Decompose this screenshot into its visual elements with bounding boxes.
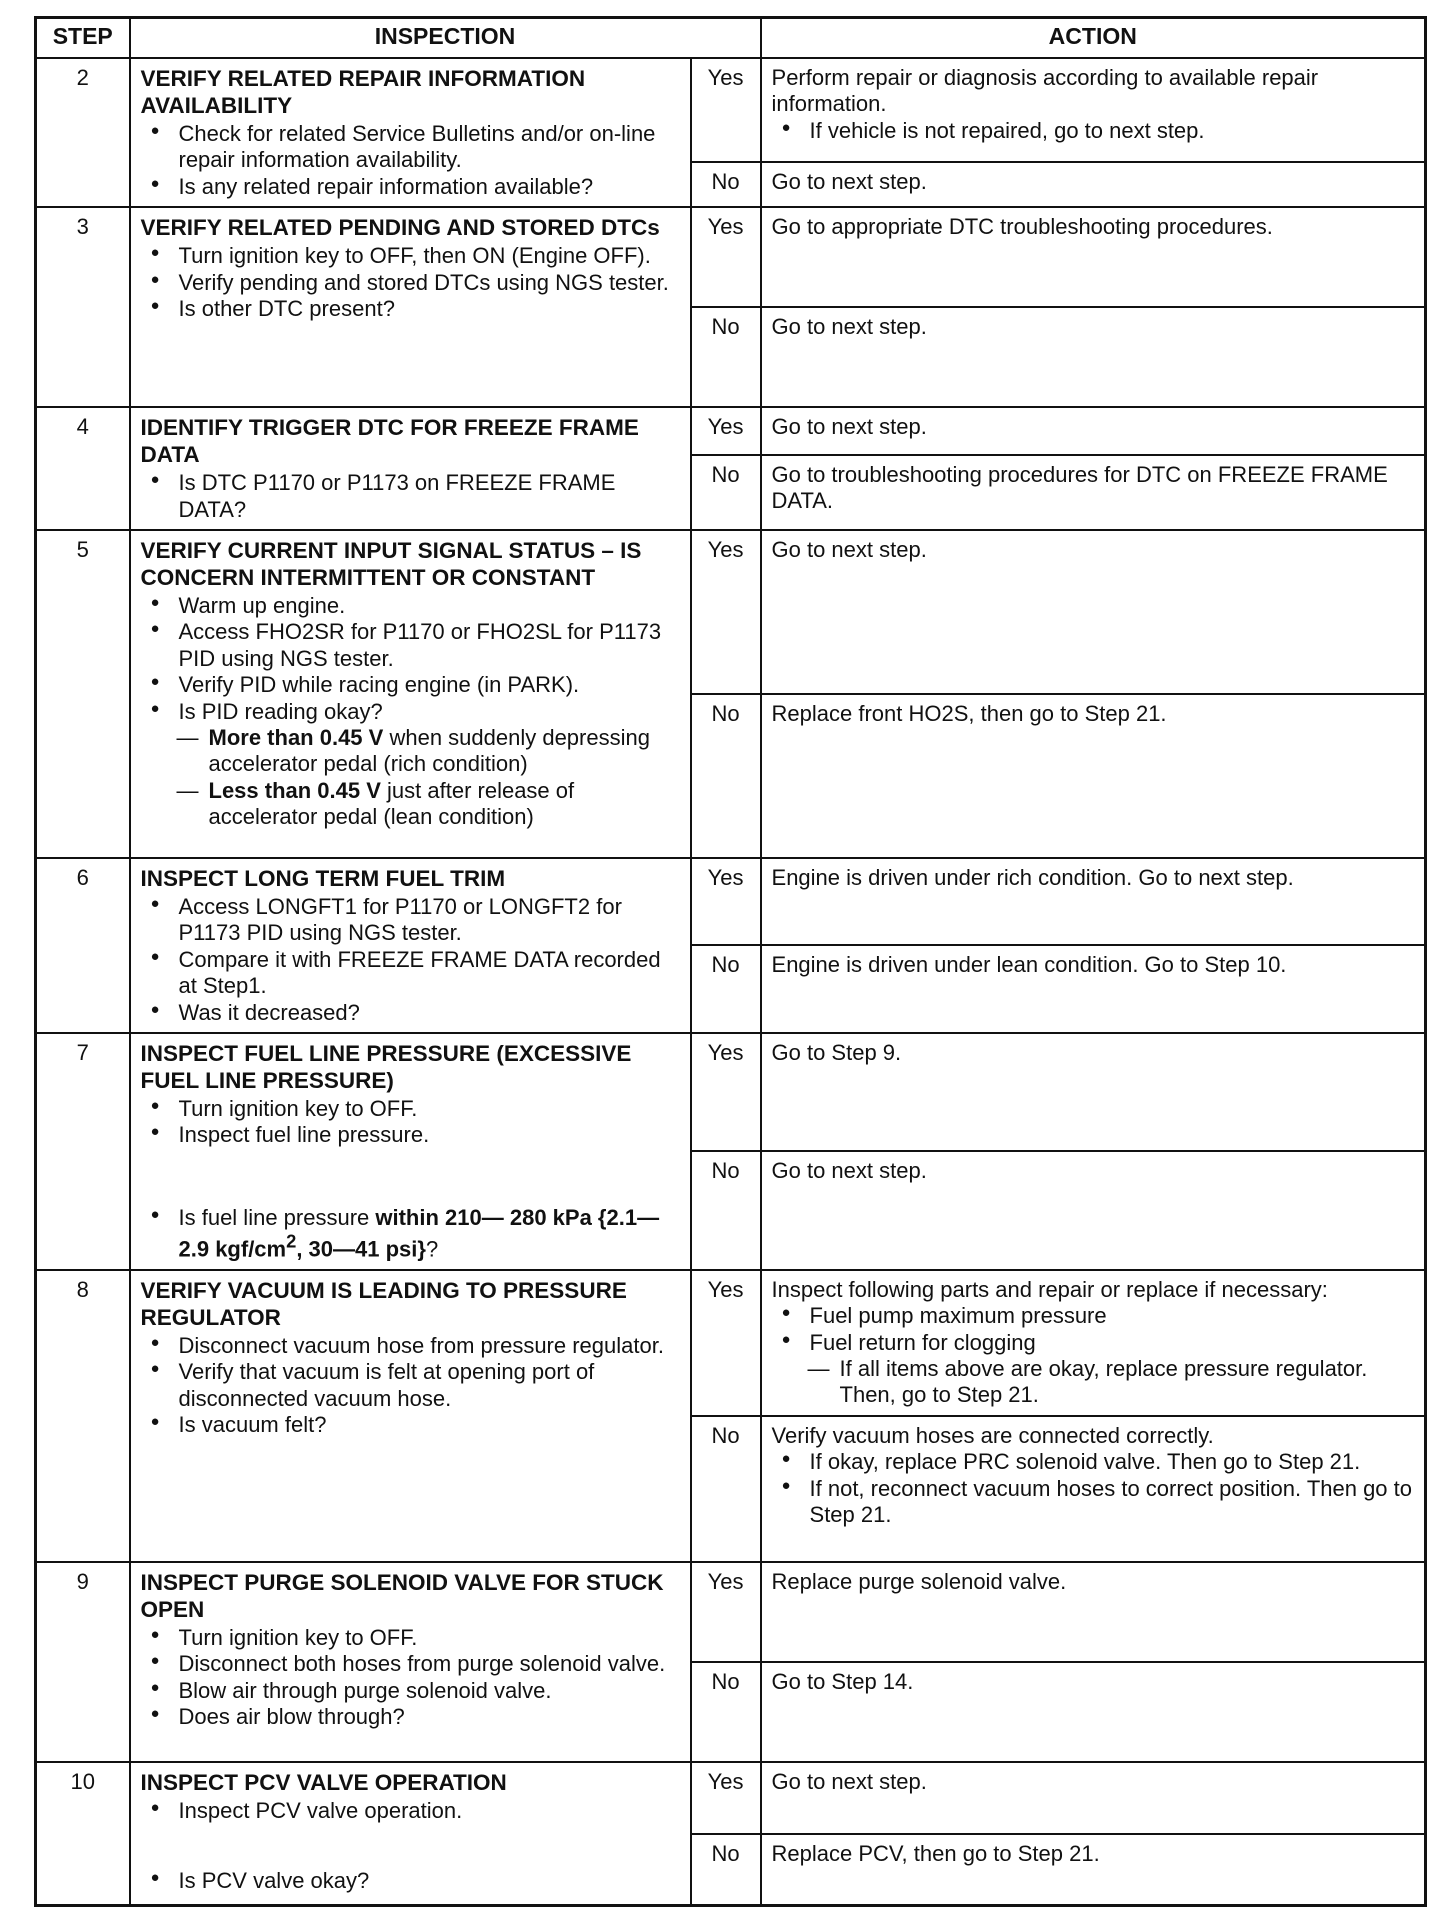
- header-action: ACTION: [761, 18, 1426, 59]
- action-bullet: ● If not, reconnect vacuum hoses to correct position. Then go to Step 21.: [772, 1476, 1415, 1529]
- inspection-cell: [130, 58, 691, 207]
- action-no: [761, 1416, 1426, 1562]
- inspection-item: ● Is PCV valve okay?: [141, 1868, 680, 1894]
- inspection-cell: [130, 530, 691, 858]
- inspection-item: ● Does air blow through?: [141, 1704, 680, 1730]
- answer-yes: Yes: [691, 1270, 761, 1416]
- action-no: Go to next step.: [761, 162, 1426, 207]
- inspection-subitem: — More than 0.45 V when suddenly depressing accelerator pedal (rich condition): [141, 725, 680, 778]
- inspection-item: ● Access LONGFT1 for P1170 or LONGFT2 for P1173 PID using NGS tester.: [141, 894, 680, 947]
- inspection-item: ● Inspect PCV valve operation.: [141, 1798, 680, 1824]
- action-yes: Engine is driven under rich condition. Go to next step.: [761, 858, 1426, 945]
- inspection-item: ● Inspect fuel line pressure.: [141, 1122, 680, 1148]
- inspection-item: ● Compare it with FREEZE FRAME DATA recorded at Step1.: [141, 947, 680, 1000]
- inspection-item: ● Check for related Service Bulletins and/or on-line repair information availability.: [141, 121, 680, 174]
- inspection-item: ● Is other DTC present?: [141, 296, 680, 322]
- inspection-item: ● Verify that vacuum is felt at opening port of disconnected vacuum hose.: [141, 1359, 680, 1412]
- answer-yes: Yes: [691, 407, 761, 455]
- action-yes: Go to Step 9.: [761, 1033, 1426, 1151]
- inspection-title: INSPECT PURGE SOLENOID VALVE FOR STUCK OPEN: [140, 1569, 664, 1622]
- answer-yes: Yes: [691, 858, 761, 945]
- answer-no: No: [691, 307, 761, 407]
- answer-no: No: [691, 1834, 761, 1906]
- action-no: Go to next step.: [761, 307, 1426, 407]
- action-no: Replace PCV, then go to Step 21.: [761, 1834, 1426, 1906]
- inspection-item: ● Disconnect vacuum hose from pressure regulator.: [141, 1333, 680, 1359]
- inspection-cell: [130, 1270, 691, 1562]
- action-bullet: ● If okay, replace PRC solenoid valve. Then go to Step 21.: [772, 1449, 1415, 1475]
- inspection-title: VERIFY RELATED PENDING AND STORED DTCs: [140, 215, 660, 241]
- table-row: [36, 1762, 1426, 1834]
- step-number: 4: [36, 407, 130, 530]
- table-row: [36, 58, 1426, 162]
- inspection-item: ● Disconnect both hoses from purge solenoid valve.: [141, 1651, 680, 1677]
- inspection-item: ● Access FHO2SR for P1170 or FHO2SL for P1173 PID using NGS tester.: [141, 619, 680, 672]
- answer-no: No: [691, 1151, 761, 1269]
- inspection-cell: [130, 1562, 691, 1762]
- step-number: 6: [36, 858, 130, 1033]
- inspection-item: ● Turn ignition key to OFF.: [141, 1625, 680, 1651]
- step-number: 10: [36, 1762, 130, 1906]
- inspection-item: ● Is DTC P1170 or P1173 on FREEZE FRAME DATA?: [141, 470, 680, 523]
- header-inspection: INSPECTION: [130, 18, 761, 59]
- action-text: Verify vacuum hoses are connected correctly.: [771, 1422, 1214, 1448]
- action-text: Inspect following parts and repair or replace if necessary:: [771, 1276, 1328, 1302]
- step-number: 5: [36, 530, 130, 858]
- action-text: Perform repair or diagnosis according to available repair information.: [771, 65, 1319, 117]
- step-number: 7: [36, 1033, 130, 1270]
- action-bullet: ● Fuel return for clogging: [772, 1330, 1415, 1356]
- answer-yes: Yes: [691, 1033, 761, 1151]
- action-yes: Go to appropriate DTC troubleshooting procedures.: [761, 207, 1426, 307]
- action-subitem: — If all items above are okay, replace pressure regulator. Then, go to Step 21.: [772, 1356, 1415, 1409]
- inspection-item: ● Turn ignition key to OFF.: [141, 1096, 680, 1122]
- action-yes: Go to next step.: [761, 1762, 1426, 1834]
- inspection-item: ● Is fuel line pressure within 210— 280 kPa {2.1—2.9 kgf/$cm^2$, 30—41 psi}?: [141, 1205, 680, 1263]
- action-no: Replace front HO2S, then go to Step 21.: [761, 694, 1426, 858]
- step-number: 3: [36, 207, 130, 407]
- answer-no: No: [691, 945, 761, 1032]
- step-number: 8: [36, 1270, 130, 1562]
- answer-no: No: [691, 1416, 761, 1562]
- answer-yes: Yes: [691, 207, 761, 307]
- table-row: [36, 858, 1426, 945]
- answer-yes: Yes: [691, 1762, 761, 1834]
- inspection-cell: [130, 1762, 691, 1906]
- inspection-title: IDENTIFY TRIGGER DTC FOR FREEZE FRAME DATA: [140, 415, 639, 468]
- inspection-title: VERIFY VACUUM IS LEADING TO PRESSURE REGULATOR: [140, 1277, 627, 1330]
- table-row: [36, 1562, 1426, 1662]
- inspection-item: ● Verify PID while racing engine (in PARK).: [141, 672, 680, 698]
- inspection-cell: [130, 407, 691, 530]
- table-row: [36, 1270, 1426, 1416]
- inspection-title: INSPECT FUEL LINE PRESSURE (EXCESSIVE FUEL LINE PRESSURE): [140, 1040, 632, 1093]
- table-row: [36, 530, 1426, 694]
- answer-yes: Yes: [691, 1562, 761, 1662]
- step-number: 9: [36, 1562, 130, 1762]
- answer-no: No: [691, 1662, 761, 1762]
- action-no: Go to Step 14.: [761, 1662, 1426, 1762]
- answer-yes: Yes: [691, 530, 761, 694]
- action-no: Go to next step.: [761, 1151, 1426, 1269]
- action-bullet: ● Fuel pump maximum pressure: [772, 1303, 1415, 1329]
- inspection-item: ● Warm up engine.: [141, 593, 680, 619]
- inspection-cell: [130, 207, 691, 407]
- inspection-title: VERIFY RELATED REPAIR INFORMATION AVAILABILITY: [140, 66, 586, 118]
- inspection-item: ● Verify pending and stored DTCs using NGS tester.: [141, 270, 680, 296]
- action-yes: Go to next step.: [761, 407, 1426, 455]
- action-yes: [761, 58, 1426, 162]
- action-no: Engine is driven under lean condition. Go to Step 10.: [761, 945, 1426, 1032]
- table-row: [36, 1033, 1426, 1151]
- answer-no: No: [691, 455, 761, 530]
- inspection-cell: [130, 1033, 691, 1270]
- answer-no: No: [691, 694, 761, 858]
- inspection-item: ● Blow air through purge solenoid valve.: [141, 1678, 680, 1704]
- table-row: [36, 207, 1426, 307]
- header-step: STEP: [36, 18, 130, 59]
- inspection-cell: [130, 858, 691, 1033]
- diagnostic-table: [34, 16, 1427, 1907]
- action-yes: Go to next step.: [761, 530, 1426, 694]
- inspection-item: ● Is any related repair information available?: [141, 174, 680, 200]
- inspection-item: ● Turn ignition key to OFF, then ON (Engine OFF).: [141, 243, 680, 269]
- answer-yes: Yes: [691, 58, 761, 162]
- action-no: Go to troubleshooting procedures for DTC on FREEZE FRAME DATA.: [761, 455, 1426, 530]
- header-row: [36, 18, 1426, 59]
- action-yes: Replace purge solenoid valve.: [761, 1562, 1426, 1662]
- answer-no: No: [691, 162, 761, 207]
- inspection-subitem: — Less than 0.45 V just after release of accelerator pedal (lean condition): [141, 778, 680, 831]
- inspection-title: VERIFY CURRENT INPUT SIGNAL STATUS – IS CONCERN INTERMITTENT OR CONSTANT: [140, 537, 642, 590]
- inspection-item: ● Is PID reading okay?: [141, 699, 680, 725]
- inspection-title: INSPECT PCV VALVE OPERATION: [140, 1769, 507, 1795]
- step-number: 2: [36, 58, 130, 207]
- inspection-item: ● Is vacuum felt?: [141, 1412, 680, 1438]
- table-row: [36, 407, 1426, 455]
- inspection-title: INSPECT LONG TERM FUEL TRIM: [140, 865, 506, 891]
- action-bullet: ● If vehicle is not repaired, go to next step.: [772, 118, 1415, 144]
- inspection-item: ● Was it decreased?: [141, 1000, 680, 1026]
- action-yes: [761, 1270, 1426, 1416]
